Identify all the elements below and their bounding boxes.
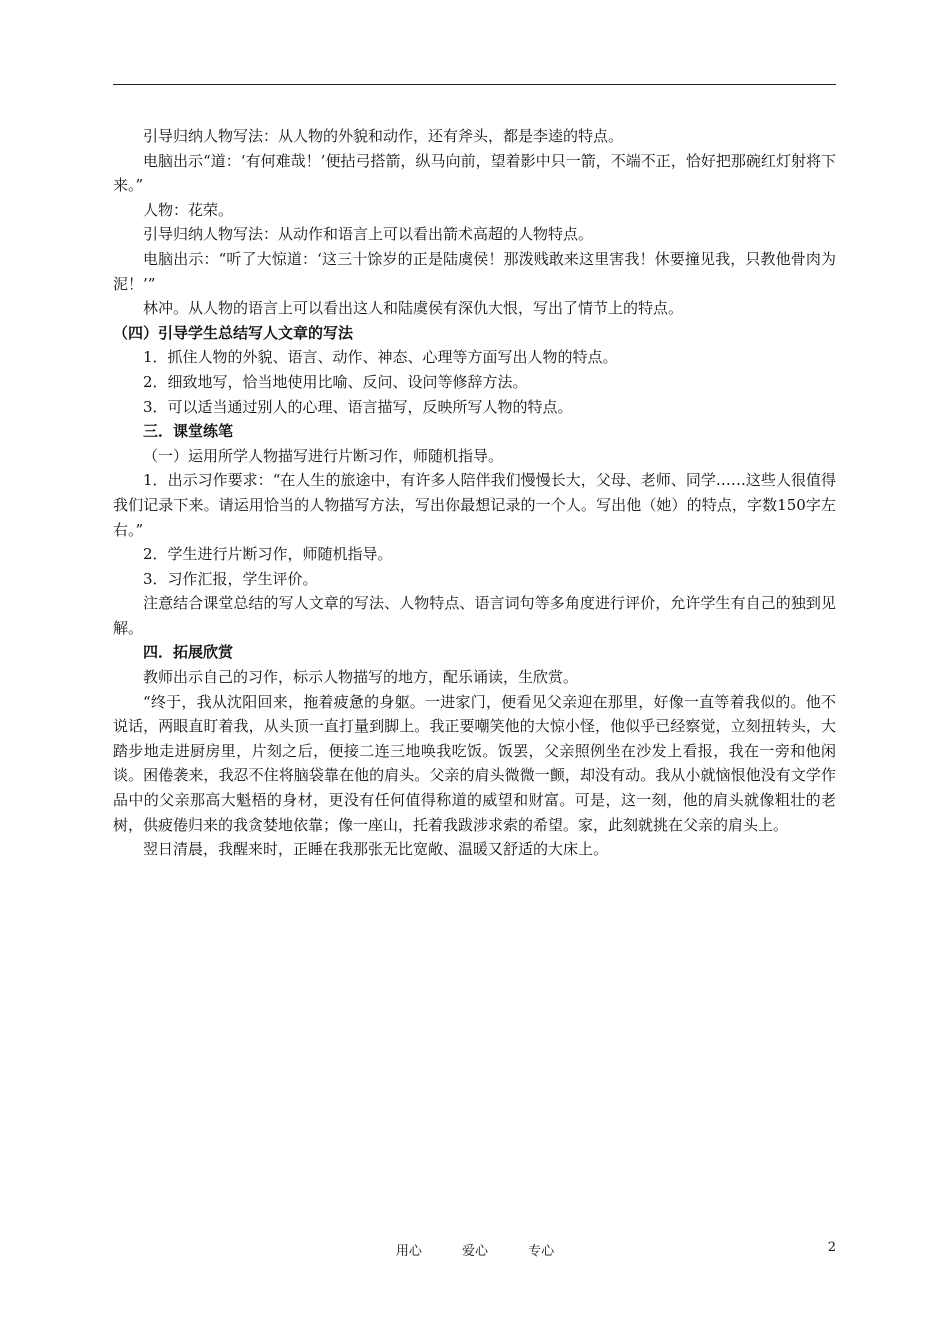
list-item: 2．细致地写，恰当地使用比喻、反问、设问等修辞方法。 [143, 372, 528, 391]
paragraph: 教师出示自己的习作，标示人物描写的地方，配乐诵读，生欣赏。 [143, 668, 579, 687]
document-body [113, 124, 836, 862]
section-heading: 四．拓展欣赏 [143, 643, 234, 662]
list-item: 3．习作汇报，学生评价。 [143, 569, 318, 588]
footer-text: 爱心 [461, 1244, 488, 1259]
header-rule [113, 84, 836, 85]
list-item: 1．抓住人物的外貌、语言、动作、神态、心理等方面写出人物的特点。 [143, 348, 618, 367]
paragraph: 电脑出示：“听了大惊道：‘这三十馀岁的正是陆虞侯！那泼贱敢来这里害我！休要撞见我，只教他骨肉为泥！’” [113, 249, 836, 293]
section-heading: （四）引导学生总结写人文章的写法 [113, 323, 354, 342]
list-item: 2．学生进行片断习作，师随机指导。 [143, 545, 393, 564]
section-heading: 三．课堂练笔 [143, 422, 234, 441]
paragraph: 翌日清晨，我醒来时，正睡在我那张无比宽敞、温暖又舒适的大床上。 [143, 840, 609, 859]
paragraph: 注意结合课堂总结的写人文章的写法、人物特点、语言词句等多角度进行评价，允许学生有自己的独到见解。 [113, 594, 836, 637]
footer-text: 专心 [528, 1244, 555, 1259]
paragraph: 电脑出示“道：‘有何难哉！’便拈弓搭箭，纵马向前，望着影中只一箭，不端不正，恰好把那碗红灯射将下来。” [113, 151, 836, 195]
paragraph: “终于，我从沈阳回来，拖着疲惫的身躯。一进家门，便看见父亲迎在那里，好像一直等着我似的。他不说话，两眼直盯着我，从头顶一直打量到脚上。我正要嘲笑他的大惊小怪，他似乎已经察觉，立刻扭转头，大踏步地走进厨房里，片刻之后，便接二连三地唤我吃饭。饭罢，父亲照例坐在沙发上看报，我在一旁和他闲谈。困倦袭来，我忍不住将脑袋靠在他的肩头。父亲的肩头微微一颤，却没有动。我从小就恼恨他没有文学作品中的父亲那高大魁梧的身材，更没有任何值得称道的威望和财富。可是，这一刻，他的肩头就像粗壮的老树，供疲倦归来的我贪婪地依靠；像一座山，托着我跋涉求索的希望。家，此刻就挑在父亲的肩头上。 [113, 692, 836, 834]
paragraph: （一）运用所学人物描写进行片断习作，师随机指导。 [143, 446, 504, 465]
paragraph: 人物：花荣。 [143, 200, 234, 219]
footer-motto [0, 1240, 950, 1259]
list-item: 1．出示习作要求：“在人生的旅途中，有许多人陪伴我们慢慢长大，父母、老师、同学……这些人很值得我们记录下来。请运用恰当的人物描写方法，写出你最想记录的一个人。写出他（她）的特点，字数150字左右。” [113, 471, 836, 539]
page-number: 2 [827, 1240, 836, 1255]
paragraph: 引导归纳人物写法：从动作和语言上可以看出箭术高超的人物特点。 [143, 225, 594, 244]
footer-text: 用心 [395, 1244, 422, 1259]
paragraph: 引导归纳人物写法：从人物的外貌和动作，还有斧头，都是李逵的特点。 [143, 127, 624, 145]
paragraph: 林冲。从人物的语言上可以看出这人和陆虞侯有深仇大恨，写出了情节上的特点。 [143, 299, 684, 318]
list-item: 3．可以适当通过别人的心理、语言描写，反映所写人物的特点。 [143, 397, 573, 416]
